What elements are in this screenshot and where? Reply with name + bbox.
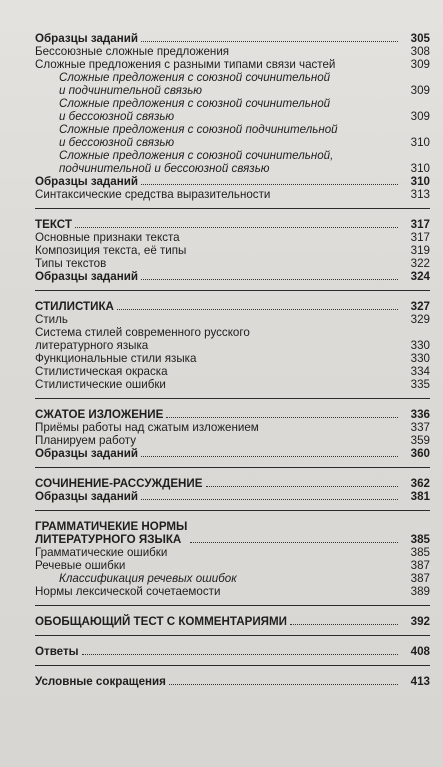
toc-heading-entry[interactable] — [35, 490, 430, 503]
toc-section — [35, 218, 430, 283]
entry-title: Стилистическая окраска — [35, 365, 168, 378]
entry-title — [35, 615, 402, 628]
entry-title: Бессоюзные сложные предложения — [35, 45, 230, 58]
entry-title: Планируем работу — [35, 434, 137, 447]
dot-leader — [141, 41, 398, 42]
page-number: 309 — [410, 110, 430, 123]
page-number: 389 — [410, 585, 430, 598]
page-number: 310 — [410, 175, 430, 188]
page-number: 385 — [410, 546, 430, 559]
toc-entry[interactable] — [35, 352, 430, 365]
entry-title: Стилистические ошибки — [35, 378, 166, 391]
dot-leader — [141, 184, 398, 185]
page-number: 413 — [410, 675, 430, 688]
entry-title — [35, 175, 402, 188]
page-number: 335 — [410, 378, 430, 391]
toc-entry[interactable] — [35, 559, 430, 572]
entry-title-text: Условные сокращения — [35, 675, 166, 688]
toc-subentry[interactable] — [35, 572, 430, 585]
table-of-contents — [35, 32, 430, 688]
toc-heading-entry[interactable] — [35, 175, 430, 188]
entry-title-text: ОБОБЩАЮЩИЙ ТЕСТ С КОММЕНТАРИЯМИ — [35, 615, 287, 628]
page-number: 305 — [410, 32, 430, 45]
toc-heading-entry[interactable] — [35, 408, 430, 421]
entry-title: Сложные предложения с союзной сочинительной и подчинительной связью — [59, 71, 331, 97]
entry-title: Речевые ошибки — [35, 559, 126, 572]
entry-title: Сложные предложения с союзной подчинительной и бессоюзной связью — [59, 123, 338, 149]
toc-section — [35, 477, 430, 503]
entry-title-text: Образцы заданий — [35, 270, 138, 283]
page-number: 387 — [410, 572, 430, 585]
entry-title — [35, 447, 402, 460]
toc-entry[interactable] — [35, 45, 430, 58]
page-number: 324 — [410, 270, 430, 283]
toc-heading-entry[interactable] — [35, 300, 430, 313]
section-divider — [35, 510, 430, 511]
entry-title-text: Образцы заданий — [35, 32, 138, 45]
page-number: 329 — [410, 313, 430, 326]
toc-entry[interactable] — [35, 257, 430, 270]
toc-entry[interactable] — [35, 434, 430, 447]
toc-subentry[interactable] — [35, 71, 430, 97]
page-number: 330 — [410, 339, 430, 352]
page-number: 308 — [410, 45, 430, 58]
toc-heading-entry[interactable] — [35, 675, 430, 688]
page-number: 385 — [410, 533, 430, 546]
toc-section — [35, 32, 430, 201]
page-number: 319 — [410, 244, 430, 257]
entry-title — [35, 408, 402, 421]
section-divider — [35, 605, 430, 606]
page-number: 322 — [410, 257, 430, 270]
page-number: 313 — [410, 188, 430, 201]
page-number: 310 — [410, 136, 430, 149]
page-number: 336 — [410, 408, 430, 421]
entry-title: Функциональные стили языка — [35, 352, 197, 365]
toc-heading-entry[interactable] — [35, 615, 430, 628]
dot-leader — [141, 499, 398, 500]
entry-title: Нормы лексической сочетаемости — [35, 585, 221, 598]
entry-title-text: Образцы заданий — [35, 175, 138, 188]
page-number: 337 — [410, 421, 430, 434]
entry-title-text: Образцы заданий — [35, 490, 138, 503]
entry-title: Типы текстов — [35, 257, 107, 270]
entry-title-text: Ответы — [35, 645, 79, 658]
entry-title — [35, 477, 402, 490]
entry-title: Приёмы работы над сжатым изложением — [35, 421, 259, 434]
page-number: 392 — [410, 615, 430, 628]
dot-leader — [169, 684, 398, 685]
entry-title: Система стилей современного русского литературного языка — [35, 326, 250, 352]
entry-title: Синтаксические средства выразительности — [35, 188, 271, 201]
toc-section — [35, 520, 430, 598]
entry-title: Композиция текста, её типы — [35, 244, 187, 257]
entry-title: Сложные предложения с союзной сочинительной, подчинительной и бессоюзной связью — [59, 149, 334, 175]
page-number: 309 — [410, 58, 430, 71]
entry-title — [35, 645, 402, 658]
dot-leader — [290, 624, 398, 625]
section-divider — [35, 635, 430, 636]
toc-subentry[interactable] — [35, 97, 430, 123]
page-number: 387 — [410, 559, 430, 572]
toc-section — [35, 300, 430, 391]
page-number: 362 — [410, 477, 430, 490]
entry-title — [35, 32, 402, 45]
section-divider — [35, 208, 430, 209]
toc-entry[interactable] — [35, 231, 430, 244]
dot-leader — [82, 654, 398, 655]
toc-heading-entry[interactable] — [35, 645, 430, 658]
toc-heading-entry[interactable] — [35, 218, 430, 231]
toc-heading-entry[interactable] — [35, 477, 430, 490]
entry-title: Основные признаки текста — [35, 231, 180, 244]
toc-entry[interactable] — [35, 326, 430, 352]
dot-leader — [141, 279, 398, 280]
toc-entry[interactable] — [35, 244, 430, 257]
entry-title-text: СОЧИНЕНИЕ-РАССУЖДЕНИЕ — [35, 477, 203, 490]
page-number: 359 — [410, 434, 430, 447]
entry-title-text: СЖАТОЕ ИЗЛОЖЕНИЕ — [35, 408, 164, 421]
entry-title-text: ТЕКСТ — [35, 218, 72, 231]
toc-entry[interactable] — [35, 585, 430, 598]
dot-leader — [166, 417, 398, 418]
dot-leader — [141, 456, 398, 457]
entry-title: Классификация речевых ошибок — [59, 572, 237, 585]
page-number: 381 — [410, 490, 430, 503]
toc-entry[interactable] — [35, 58, 430, 71]
toc-section — [35, 645, 430, 658]
dot-leader — [206, 486, 399, 487]
toc-entry[interactable] — [35, 421, 430, 434]
toc-heading-entry[interactable] — [35, 447, 430, 460]
page-number: 317 — [410, 218, 430, 231]
toc-section — [35, 615, 430, 628]
entry-title: Сложные предложения с разными типами связи частей — [35, 58, 336, 71]
page-number: 408 — [410, 645, 430, 658]
section-divider — [35, 398, 430, 399]
toc-heading-entry[interactable] — [35, 32, 430, 45]
toc-entry[interactable] — [35, 313, 430, 326]
page-number: 310 — [410, 162, 430, 175]
toc-entry[interactable] — [35, 378, 430, 391]
toc-section — [35, 675, 430, 688]
toc-heading-entry[interactable] — [35, 520, 430, 546]
page-number: 334 — [410, 365, 430, 378]
dot-leader — [75, 227, 398, 228]
dot-leader — [117, 309, 398, 310]
toc-subentry[interactable] — [35, 149, 430, 175]
toc-entry[interactable] — [35, 546, 430, 559]
entry-title — [35, 270, 402, 283]
page-number: 330 — [410, 352, 430, 365]
toc-entry[interactable] — [35, 188, 430, 201]
entry-title — [35, 300, 402, 313]
section-divider — [35, 290, 430, 291]
toc-section — [35, 408, 430, 460]
entry-title: Грамматические ошибки — [35, 546, 168, 559]
entry-title-text: Образцы заданий — [35, 447, 138, 460]
toc-heading-entry[interactable] — [35, 270, 430, 283]
dot-leader — [190, 542, 398, 543]
page-number: 317 — [410, 231, 430, 244]
entry-title-text: ГРАММАТИЧЕКИЕ НОРМЫ ЛИТЕРАТУРНОГО ЯЗЫКА — [35, 520, 188, 546]
entry-title: Стиль — [35, 313, 68, 326]
entry-title — [35, 520, 402, 546]
section-divider — [35, 467, 430, 468]
entry-title — [35, 218, 402, 231]
toc-entry[interactable] — [35, 365, 430, 378]
entry-title-text: СТИЛИСТИКА — [35, 300, 114, 313]
page-number: 327 — [410, 300, 430, 313]
entry-title — [35, 490, 402, 503]
entry-title — [35, 675, 402, 688]
toc-subentry[interactable] — [35, 123, 430, 149]
page-number: 309 — [410, 84, 430, 97]
page-number: 360 — [410, 447, 430, 460]
section-divider — [35, 665, 430, 666]
entry-title: Сложные предложения с союзной сочинительной и бессоюзной связью — [59, 97, 331, 123]
